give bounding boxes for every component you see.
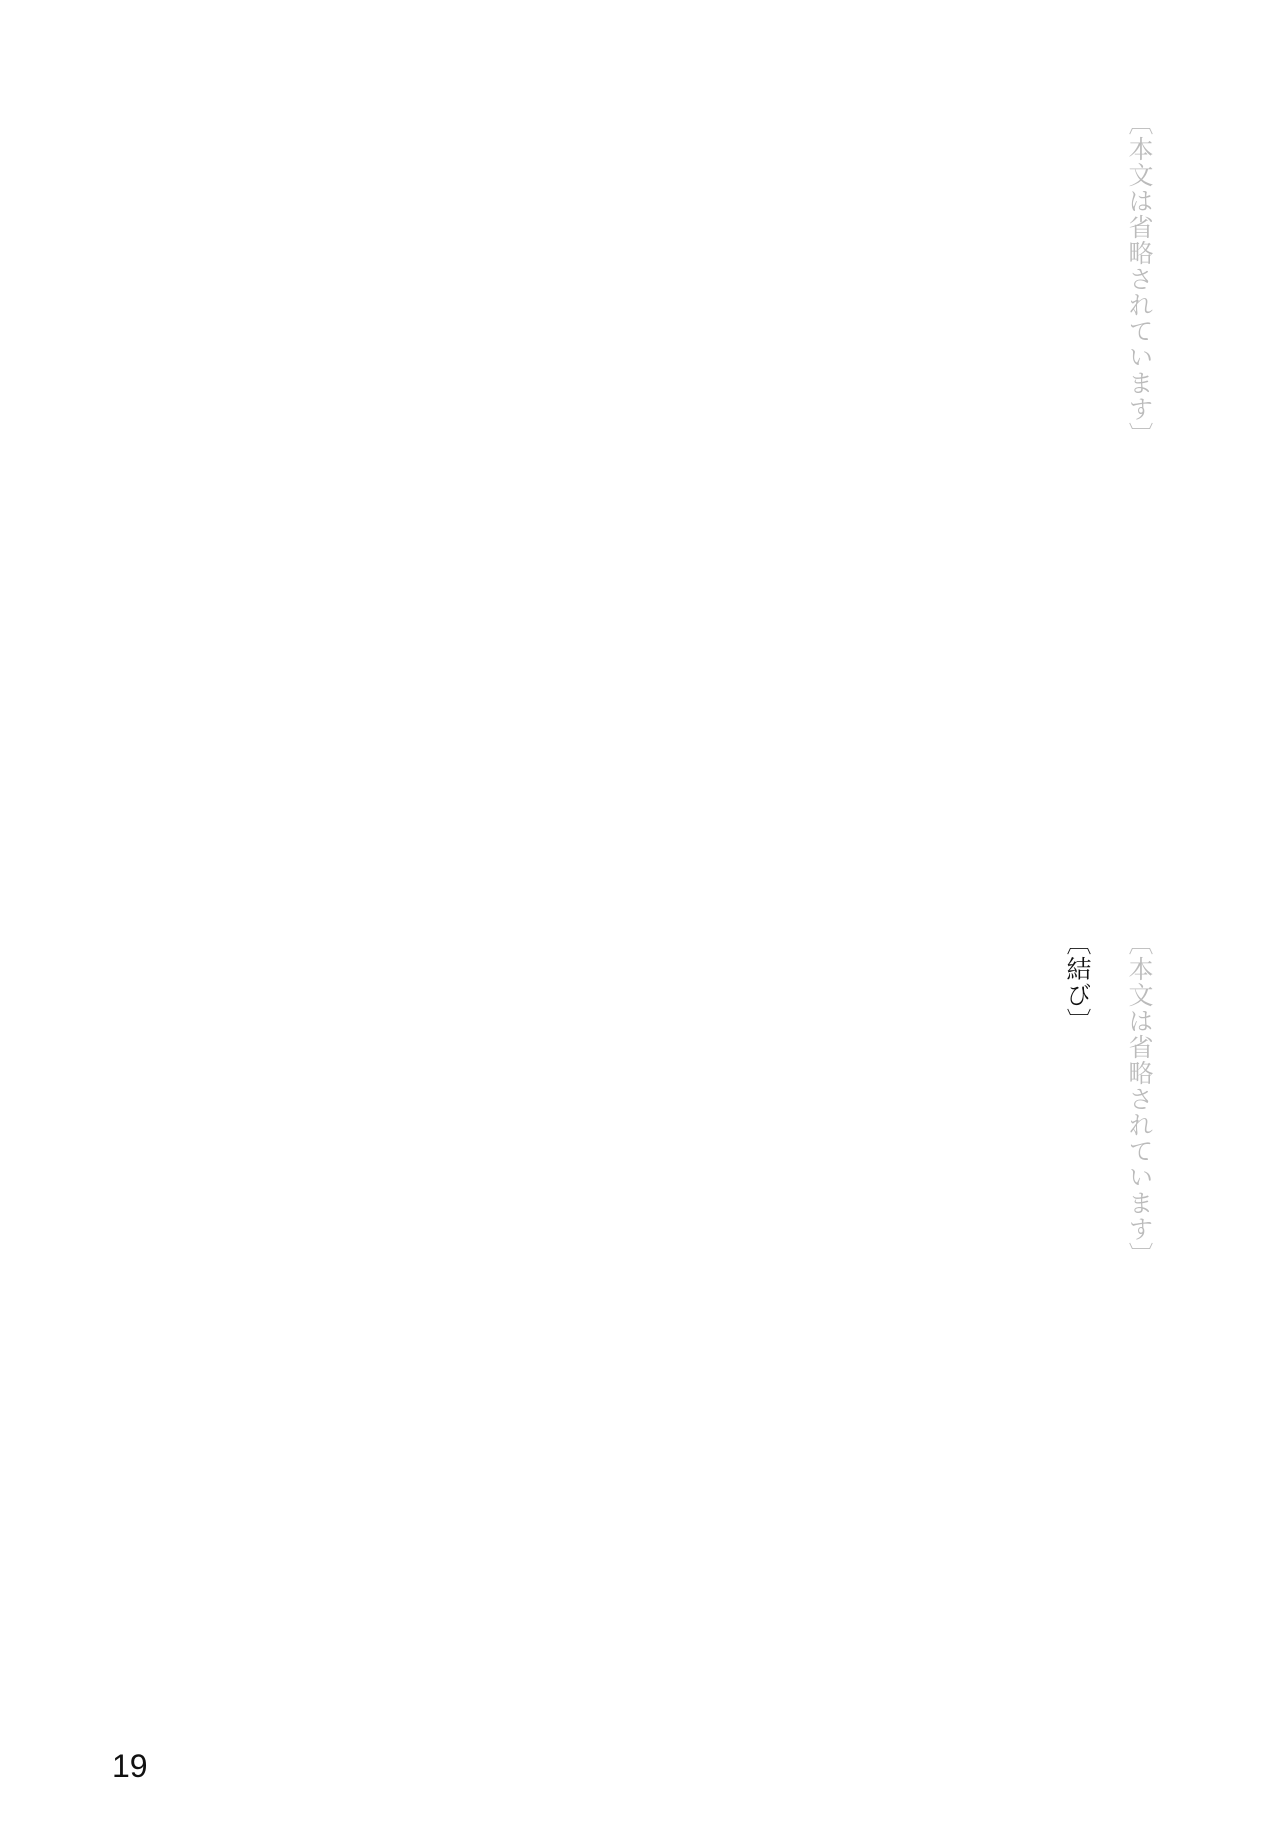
omitted-text-placeholder: 〔本文は省略されています〕 [1125,110,1154,448]
lower-text-block [150,930,1160,1620]
page-number: 19 [112,1748,148,1784]
ending-label: 〔結び〕 [1063,930,1092,1034]
upper-text-block [150,110,1160,850]
omitted-text-placeholder: 〔本文は省略されています〕 [1125,930,1154,1268]
